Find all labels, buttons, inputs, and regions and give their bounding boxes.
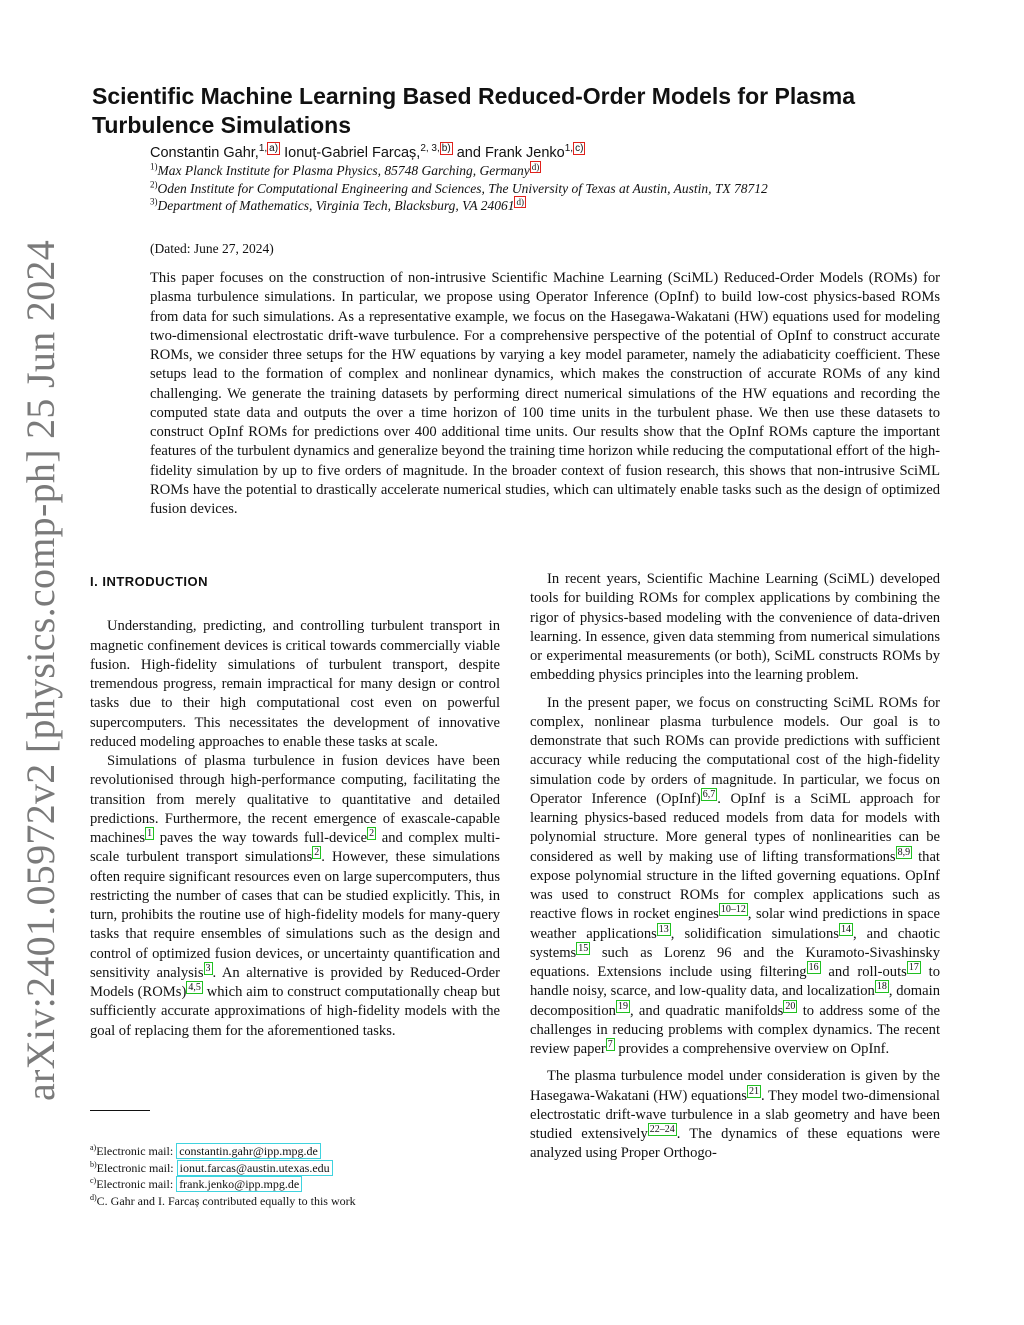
footnote-label: Electronic mail: (96, 1144, 177, 1158)
text-run: , solar wind predictions in space weather applications (530, 906, 940, 942)
text-run: . OpInf is a SciML approach for learning physics-based reduced models from data for models with polynomial structure. More general types of nonlinearities can be considered as well by making use of lifting transformations (530, 790, 940, 865)
arxiv-identifier[interactable]: arXiv:2401.05972v2 [physics.comp-ph] 25 Jun 2024 (17, 239, 63, 1101)
citation-link[interactable]: 3 (205, 962, 211, 974)
footnote (90, 1143, 510, 1160)
affiliation-ref: 2, 3, (420, 143, 440, 155)
text-run: paves the way towards full-device (154, 830, 368, 846)
text-run: which aim to construct computationally cheap but sufficiently accurate approximations of high-fidelity models with the goal of replacing them for the aforementioned tasks. (90, 984, 500, 1039)
citation-link[interactable]: 13 (658, 923, 669, 935)
paragraph: In recent years, Scientific Machine Learning (SciML) developed tools for building ROMs for complex applications by combining the rigor of physics-based modeling with the convenience of data-driven learning. In essence, given data stemming from numerical simulations or experimental measurements (or both), SciML constructs ROMs by embedding physics principles into the learning problem. (530, 571, 940, 684)
footnote (90, 1160, 510, 1177)
text-run: that expose polynomial structure in the lifted governing equations. OpInf was used to construct ROMs for complex applications such as reactive flows in rocket engines (530, 848, 940, 923)
affiliation-ref: 1, (258, 143, 268, 155)
footnote (90, 1176, 510, 1193)
section-heading: I. INTRODUCTION (90, 574, 208, 589)
affiliation (150, 180, 870, 198)
affiliation-number: 2) (150, 179, 158, 189)
citation-link[interactable]: 6,7 (702, 788, 716, 800)
citation-link[interactable]: 8,9 (897, 846, 911, 858)
email-link[interactable]: frank.jenko@ipp.mpg.de (176, 1176, 302, 1192)
text-run: . The dynamics of these equations were analyzed using Proper Orthogo- (530, 1126, 940, 1162)
citation-link[interactable]: 10–12 (720, 904, 746, 916)
citation-link[interactable]: 19 (617, 1000, 628, 1012)
affiliation-ref: 1, (564, 143, 574, 155)
footnote-link[interactable]: c) (575, 143, 584, 155)
affiliation-text: Max Planck Institute for Plasma Physics, 85748 Garching, Germany (157, 163, 530, 178)
footnote-mark: b) (90, 1159, 97, 1169)
text-run: and complex multi-scale turbulent transport simulations (90, 830, 500, 866)
text-run: , and chaotic systems (530, 925, 940, 961)
left-column (90, 570, 500, 1041)
citation-link[interactable]: 2 (369, 828, 375, 840)
citation-link[interactable]: 16 (808, 962, 819, 974)
affiliation-number: 1) (150, 161, 158, 172)
citation-link[interactable]: 17 (908, 962, 919, 974)
footnote-link[interactable]: b) (441, 143, 451, 155)
footnote-label: Electronic mail: (96, 1160, 177, 1175)
paragraph (530, 694, 940, 1060)
text-run: and roll-outs (820, 964, 907, 980)
citation-link[interactable]: 21 (748, 1085, 759, 1097)
affiliation-text: Oden Institute for Computational Engineering and Sciences, The University of Texas at Austin, Austin, TX 78712 (157, 180, 768, 196)
citation-link[interactable]: 22–24 (649, 1124, 675, 1136)
text-run: , solidification simulations (670, 925, 839, 942)
citation-link[interactable]: 20 (785, 1000, 796, 1012)
affiliation (150, 197, 870, 215)
footnote-mark: d) (90, 1192, 97, 1202)
author-name: Ionuț-Gabriel Farcaș, (284, 145, 421, 161)
text-run: . However, these simulations often require significant resources even on large supercomputers, thus restricting the number of cases that can be studied explicitly. This, in turn, prohibits the routine use of high-fidelity models for many-query tasks that require ensembles of simulations such as the design and control of optimized fusion devices, or uncertainty quantification and sensitivity analysis (90, 849, 500, 981)
footnote-link[interactable]: d) (531, 161, 540, 172)
email-link[interactable]: ionut.farcas@austin.utexas.edu (177, 1160, 333, 1176)
affiliation-list (150, 162, 870, 215)
text-run: In the present paper, we focus on constructing SciML ROMs for complex, nonlinear plasma turbulence models. Our goal is to demonstrate that such ROMs can provide predictions with sufficient accuracy while reducing the computational cost of the high-fidelity simulation code by orders of magnitude. In particular, we focus on Operator Inference (OpInf) (530, 694, 940, 807)
footnote-label: Electronic mail: (96, 1177, 177, 1191)
paper-title: Scientific Machine Learning Based Reduced-Order Models for Plasma Turbulence Simulations (92, 83, 856, 138)
footnote-link[interactable]: d) (516, 196, 524, 207)
footnote-rule (90, 1110, 150, 1111)
text-run: to handle noisy, scarce, and low-quality data, and localization (530, 964, 941, 1000)
text-run: Simulations of plasma turbulence in fusion devices have been revolutionised through high-performance computing, facilitating the transition from merely qualitative to quantitative and detailed predictions. Furthermore, the recent emergence of exascale-capable machines (90, 753, 500, 846)
paragraph: Understanding, predicting, and controlling turbulent transport in magnetic confinement devices is critical towards commercially viable fusion. High-fidelity simulations of turbulent transport, despite tremendous progress, remain impractical for many design or control tasks due to their high computational cost even on powerful supercomputers. This necessitates the development of innovative reduced modeling approaches to enable these tasks at scale. (90, 618, 500, 750)
paragraph (530, 1067, 940, 1163)
text-run: . An alternative is provided by Reduced-Order Models (ROMs) (90, 964, 500, 1000)
text-run: , and quadratic manifolds (629, 1002, 784, 1019)
text-run: The plasma turbulence model under consideration is given by the Hasegawa-Wakatani (HW) equations (530, 1068, 940, 1104)
footnote-mark: c) (90, 1176, 97, 1185)
footnotes (90, 1143, 510, 1209)
footnote (90, 1193, 510, 1210)
email-link[interactable]: constantin.gahr@ipp.mpg.de (176, 1143, 321, 1159)
citation-link[interactable]: 15 (578, 942, 589, 954)
paragraph (90, 752, 500, 1041)
abstract: This paper focuses on the construction of non-intrusive Scientific Machine Learning (SciML) Reduced-Order Models (ROMs) for plasma turbulence simulations. In particular, we propose using Operator Inference (OpInf) to build low-cost physics-based ROMs from data for such simulations. As a representative example, we focus on the Hasegawa-Wakatani (HW) equations used for modeling two-dimensional electrostatic drift-wave turbulence. For a comprehensive perspective of the potential of OpInf to construct accurate ROMs, we consider three setups for the HW equations by varying a key model parameter, namely the adiabaticity coefficient. These setups lead to the formation of complex and nonlinear dynamics, which makes the construction of accurate ROMs of any kind challenging. We generate the training datasets by performing direct numerical simulations of the HW equations and recording the computed state data and outputs the over a time horizon of 100 time units in the turbulent phase. We then use these datasets to construct OpInf ROMs for predictions over 400 additional time units. Our results show that the OpInf ROMs capture the important features of the turbulent dynamics and generalize beyond the training time horizon while reducing the computational effort of the high-fidelity simulation by up to five orders of magnitude. In the broader context of fusion research, this shows that non-intrusive SciML ROMs have the potential to drastically accelerate numerical studies, which can ultimately enable tasks such as the design of optimized fusion devices. (150, 270, 940, 517)
text-run: provides a comprehensive overview on OpInf. (614, 1041, 890, 1057)
footnote-mark: a) (90, 1143, 97, 1152)
text-run: to address some of the challenges in reducing problems with complex dynamics. The recent review paper (530, 1002, 940, 1057)
author-list (150, 144, 910, 162)
text-run: such as Lorenz 96 and the Kuramoto-Sivashinsky equations. Extensions include using filtering (530, 944, 940, 980)
citation-link[interactable]: 7 (607, 1039, 613, 1051)
citation-link[interactable]: 4,5 (188, 982, 201, 994)
affiliation-number: 3) (150, 196, 158, 207)
arxiv-sidebar (10, 239, 70, 1101)
affiliation-text: Department of Mathematics, Virginia Tech, Blacksburg, VA 24061 (157, 198, 515, 213)
citation-link[interactable]: 18 (876, 981, 887, 993)
date-line: (Dated: June 27, 2024) (150, 241, 274, 256)
and-word: and (456, 145, 481, 161)
citation-link[interactable]: 14 (840, 923, 851, 935)
citation-link[interactable]: 2 (314, 847, 320, 859)
affiliation (150, 162, 870, 180)
text-run: , domain decomposition (530, 983, 940, 1019)
right-column (530, 570, 940, 1164)
footnote-link[interactable]: a) (269, 143, 279, 155)
text-run: . They model two-dimensional electrostatic drift-wave turbulence in a slab geometry and have been studied extensively (530, 1087, 940, 1142)
citation-link[interactable]: 1 (147, 828, 153, 840)
author-name: Frank Jenko (484, 145, 565, 161)
footnote-label: C. Gahr and I. Farcaș contributed equally to this work (96, 1193, 356, 1208)
author-name: Constantin Gahr, (150, 145, 259, 161)
